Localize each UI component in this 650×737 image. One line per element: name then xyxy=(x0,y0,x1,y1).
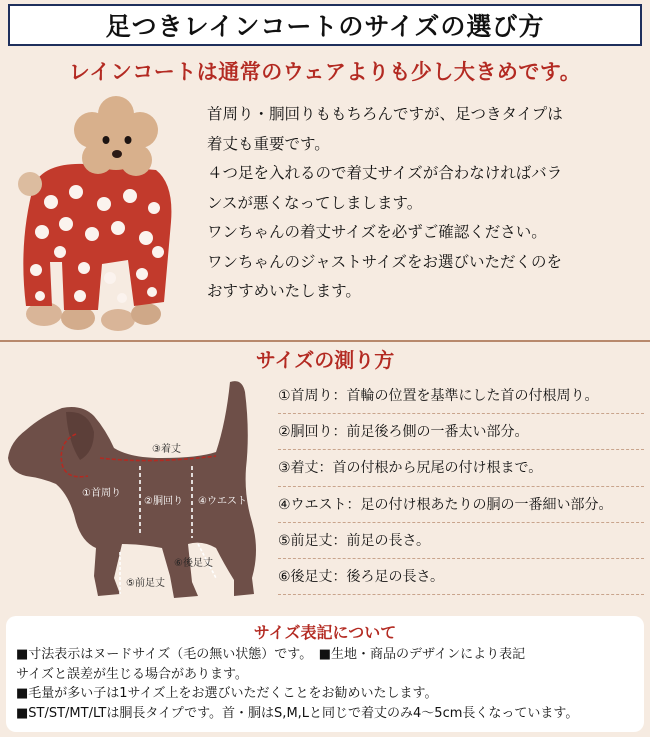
measurement-item: ⑤前足丈：前足の長さ。 xyxy=(278,523,644,559)
page-header xyxy=(8,4,642,46)
label-neck: ①首周り xyxy=(82,488,121,499)
note-line: サイズと誤差が生じる場合があります。 xyxy=(16,666,248,682)
label-waist: ④ウエスト xyxy=(198,496,247,507)
headline: レインコートは通常のウェアよりも少し大きめです。 xyxy=(68,60,582,84)
measure-title: サイズの測り方 xyxy=(255,348,395,372)
measurement-item: ①首周り：首輪の位置を基準にした首の付根周り。 xyxy=(278,378,644,414)
note-line: ■寸法表示はヌードサイズ（毛の無い状態）です。 ■生地・商品のデザインにより表記 xyxy=(16,647,526,662)
intro-line: おすすめいたします。 xyxy=(207,282,361,300)
size-notes-box xyxy=(6,616,644,732)
label-front-leg: ⑤前足丈 xyxy=(126,578,165,589)
measure-section-heading xyxy=(0,344,650,373)
measurement-item: ②胴回り：前足後ろ側の一番太い部分。 xyxy=(278,414,644,450)
measurement-item: ④ウエスト：足の付け根あたりの胴の一番細い部分。 xyxy=(278,487,644,523)
dog-silhouette xyxy=(8,381,256,598)
intro-line: ンスが悪くなってしまします。 xyxy=(207,193,423,212)
intro-line: 首周り・胴回りももちろんですが、足つきタイプは xyxy=(207,105,563,123)
notes-title: サイズ表記について xyxy=(253,623,397,642)
label-chest: ②胴回り xyxy=(144,496,183,507)
note-line: ■毛量が多い子は1サイズ上をお選びいただくことをお勧めいたします。 xyxy=(16,686,438,701)
measurement-item: ⑥後足丈：後ろ足の長さ。 xyxy=(278,559,644,595)
intro-text xyxy=(207,100,643,307)
note-line: ■ST/ST/MT/LTは胴長タイプです。首・胴はS,M,Lと同じで着丈のみ4～5cm長くなっています。 xyxy=(16,705,579,721)
intro-line: ４つ足を入れるので着丈サイズが合わなければバラ xyxy=(207,164,563,182)
dog-raincoat-photo xyxy=(6,92,196,332)
measurement-list xyxy=(278,378,644,595)
page-title: 足つきレインコートのサイズの選び方 xyxy=(105,12,545,41)
section-divider xyxy=(0,340,650,342)
intro-line: ワンちゃんの着丈サイズを必ずご確認ください。 xyxy=(207,223,547,241)
label-length: ③着丈 xyxy=(152,444,181,455)
label-hind-leg: ⑥後足丈 xyxy=(174,558,213,569)
intro-line: 着丈も重要です。 xyxy=(207,134,330,153)
intro-line: ワンちゃんのジャストサイズをお選びいただくのを xyxy=(207,252,562,271)
measurement-item: ③着丈：首の付根から尻尾の付け根まで。 xyxy=(278,450,644,486)
dog-measurement-diagram xyxy=(2,372,292,604)
